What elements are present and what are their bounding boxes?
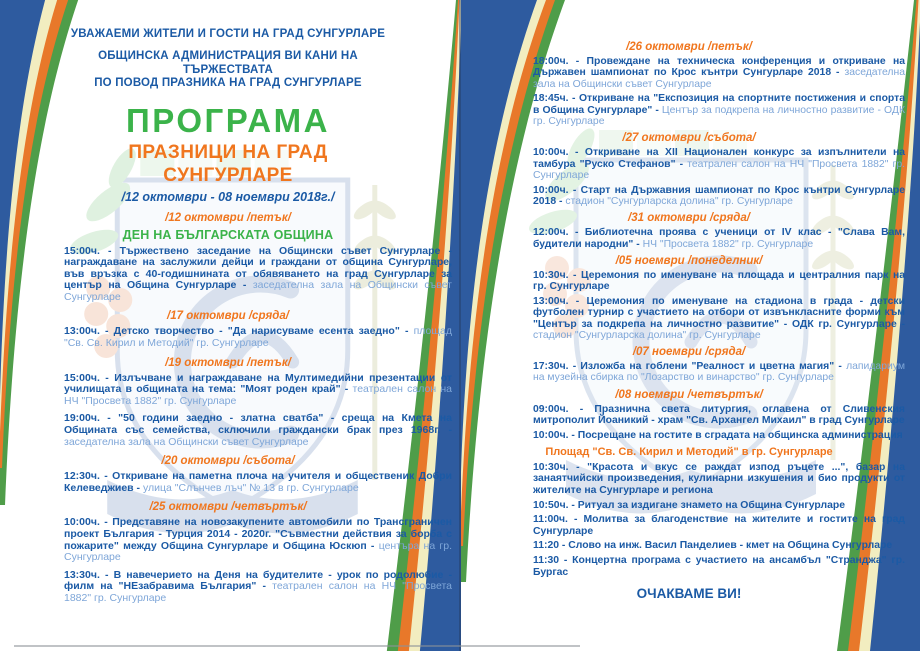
event-text: 11:20 - Слово на инж. Васил Панделиев - кмет на Община Сунгурларе [533,540,893,552]
scan-edge-line [14,645,580,647]
event-item [64,373,452,408]
right-page-content [533,36,905,601]
event-text: 15:00ч. - Тържествено заседание на Общински съвет Сунгурларе - награждаване на заслужили дейци и граждани от община Сунгурларе, във връзка с 40-годишнината от обявяването на град Сунгурларе за център на Община Сунгурларе - [64,244,452,292]
event-item [64,413,452,448]
program-date-range: /12 октомври - 08 ноември 2018г./ [121,189,335,204]
event-text: 19:00ч. - "50 години заедно - златна сватба" - среща на Кмета на Общината със семейства, сключили граждански брак през 1968г. - [64,412,452,437]
event-text: 13:00ч. - Детско творчество - "Да нарисуваме есента заедно" - [64,325,409,338]
event-item [533,147,905,181]
date-header: /25 октомври /четвъртък/ [149,501,307,514]
event-item [533,361,905,384]
event-item [533,462,905,496]
event-item [64,471,452,494]
event-location: НЧ "Просвета 1882" гр. Сунгурларе [642,238,814,250]
program-title: ПРОГРАМА [126,101,330,139]
event-text: 18:45ч. - Откриване на "Експозиция на спортните постижения и спорта в Община Сунгурларе" - [533,93,905,116]
event-item [533,56,905,90]
event-text: 18:00ч. - Провеждане на техническа конференция и откриване на Държавен шампионат по Крос кънтри Сунгурларе 2018 - [533,56,905,79]
event-item [533,430,905,441]
place-subheading: Площад "Св. Св. Кирил и Методий" в гр. Сунгурларе [545,446,833,459]
event-location: лапидариум на музейна сбирка по "Лозарство и винарство" гр. Сунгурларе [533,361,905,384]
event-text: 11:30 - Концертна програма с участието на ансамбъл "Странджа" гр. Бургас [533,555,905,578]
event-text: 09:00ч. - Празнична света литургия, оглавена от Сливенския митрополит Йоаникий - храм "Св. Архангел Михаил" в град Сунгурларе [533,403,905,427]
event-item [64,570,452,605]
invitation-line-2: ПО ПОВОД ПРАЗНИКА НА ГРАД СУНГУРЛАРЕ [94,77,362,89]
event-item [533,296,905,341]
invitation-line-1: ОБЩИНСКА АДМИНИСТРАЦИЯ ВИ КАНИ НА ТЪРЖЕСТВАТА [98,50,358,76]
event-location: Център за подкрепа на личностно развитие - ОДК гр. Сунгурларе [533,104,905,127]
event-text: 10:00ч. - Старт на Държавния шампионат по Крос кънтри Сунгурларе 2018 - [533,184,905,207]
program-subtitle: ПРАЗНИЦИ НА ГРАД СУНГУРЛАРЕ [128,141,328,186]
event-item [64,246,452,304]
event-item [533,227,905,250]
schedule-right [533,41,905,578]
event-text: 10:00ч. - Откриване на XII Национален конкурс за изпълнители на тамбура "Руско Стефанов" - [533,147,905,170]
event-text: 10:50ч. - Ритуал за издигане знамето на Община Сунгурларе [533,499,845,511]
event-item [533,270,905,293]
date-header: /26 октомври /петък/ [626,41,752,53]
event-location: стадион "Сунгурларска долина" гр. Сунгурларе [533,329,761,341]
event-text: 13:00ч. - Церемония по именуване на стадиона в града - детски футболен турнир с участието на отбори от извънкласните форми към "Център за подкрепа на личностно развитие" - ОДК гр. Сунгурларе - [533,295,905,330]
page-fold-line [459,0,461,651]
greeting-text: УВАЖАЕМИ ЖИТЕЛИ И ГОСТИ НА ГРАД СУНГУРЛАРЕ [70,28,386,40]
event-text: 10:30ч. - Церемония по именуване на площада и централния парк на гр. Сунгурларе [533,269,905,293]
date-header: /27 октомври /събота/ [622,132,756,145]
event-item [64,517,452,563]
date-header: /12 октомври /петък/ [165,211,291,224]
date-header: /08 ноември /четвъртък/ [615,388,763,401]
event-location: улица "Слънчев лъч" № 13 в гр. Сунгурларе [142,481,359,494]
event-location: стадион "Сунгурларска долина" гр. Сунгурларе [565,195,793,207]
event-location: центъра на гр. Сунгурларе [64,539,453,564]
event-location: заседателна зала на Общински съвет Сунгурларе [533,67,906,90]
event-item [64,326,452,349]
event-text: 12:30ч. - Откриване на паметна плоча на учителя и общественик Добри Келеведжиев - [64,470,452,494]
event-text: 12:00ч. - Библиотечна проява с ученици от IV клас - "Слава Вам, будители народни" - [533,227,905,250]
left-page-content [64,28,452,611]
event-location: заседателна зала на Общински съвет Сунгурларе [64,279,452,303]
event-item [533,500,905,511]
event-text: 10:30ч. - "Красота и вкус се раждат изпод ръцете ...", базар на занаятчийски произведения, кулинарни изкушения и био продукти от жителите на Сунгурларе и региона [533,462,905,496]
event-item [533,540,905,551]
event-location: площад "Св. Св. Кирил и Методий" гр. Сунгурларе [64,325,452,350]
date-header: /07 ноември /сряда/ [632,346,746,359]
event-item [533,514,905,537]
closing-text: ОЧАКВАМЕ ВИ! [636,585,742,601]
event-text: 10:00ч. - Представяне на новозакупените автомобили по Трансграничен проект България - Турция 2014 - 2020г. "Съвместни действия за борба с пожарите" между Община Сунгурларе и Община Юскюп - [64,516,452,552]
page-right [461,0,920,651]
event-item [533,185,905,208]
event-location: театрален салон на НЧ "Просвета 1882" гр. Сунгурларе [533,158,905,181]
date-header: /19 октомври /петък/ [165,356,291,369]
event-item [533,555,905,578]
event-item [533,93,905,127]
section-title: ДЕН НА БЪЛГАРСКАТА ОБЩИНА [122,227,334,242]
date-header: /31 октомври /сряда/ [628,212,750,225]
event-location: театрален салон на НЧ "Просвета 1882" гр. Сунгурларе [64,580,452,604]
event-item [533,404,905,427]
date-header: /17 октомври /сряда/ [167,310,289,323]
event-location: театрален салон на НЧ "Просвета 1882" гр. Сунгурларе [64,383,453,407]
date-header: /05 ноември /понеделник/ [615,254,763,267]
schedule-left [64,212,452,605]
event-location: заседателна зала на Общински съвет Сунгурларе [64,435,309,448]
event-text: 17:30ч. - Изложба на гоблени "Реалност и цветна магия" - [533,361,842,373]
event-text: 11:00ч. - Молитва за благоденствие на жителите и гостите на град Сунгурларе [533,514,905,537]
event-text: 10:00ч. - Посрещане на гостите в сградата на общинска администрация [533,429,903,441]
date-header: /20 октомври /събота/ [161,455,295,468]
event-text: 15:00ч. - Излъчване и награждаване на Мултимедийни презентации от училищата в общината на тема: "Моят роден край" - [64,371,452,396]
event-text: 13:30ч. - В навечерието на Деня на будителите - урок по родолюбие - филм на "НЕзабравима България" - [64,568,452,593]
